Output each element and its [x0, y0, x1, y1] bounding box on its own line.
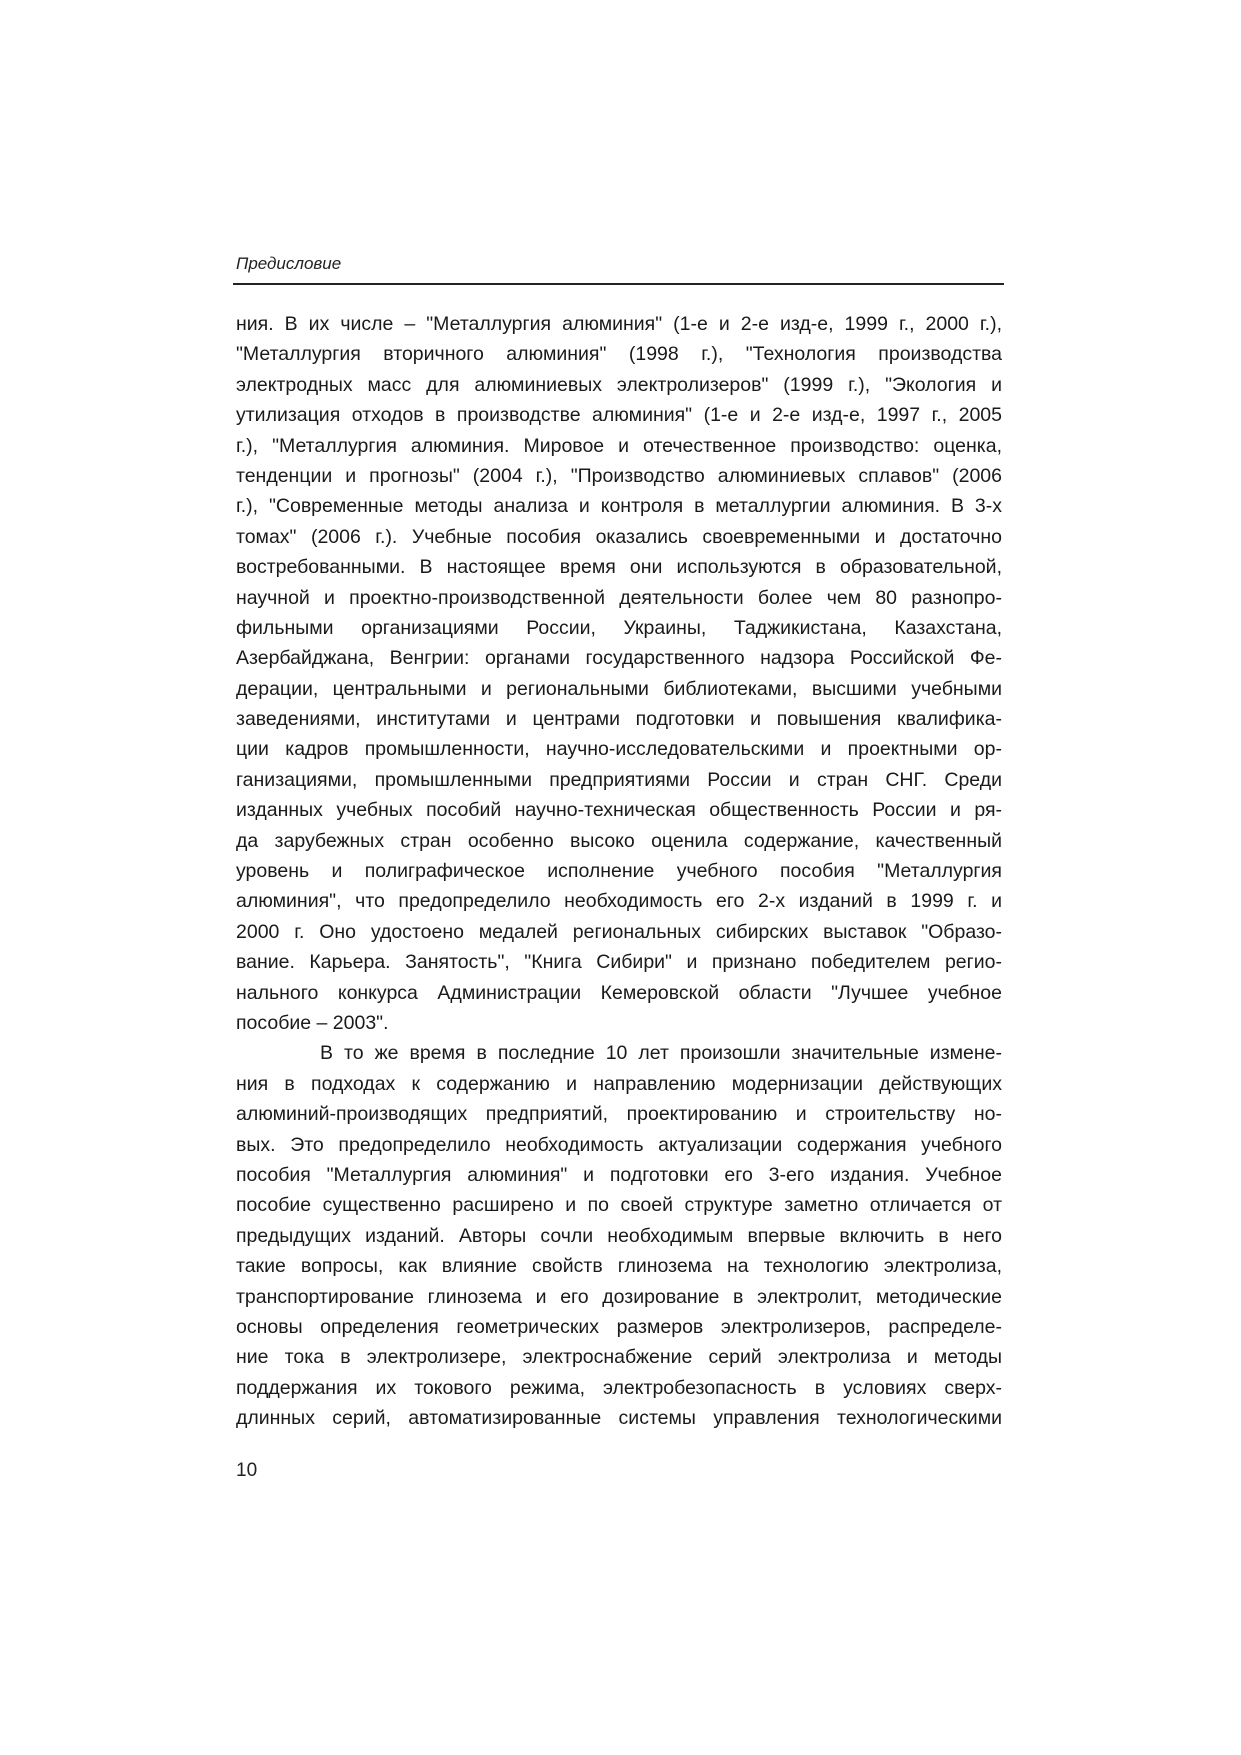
text-line: такие вопросы, как влияние свойств глинозема на технологию электролиза,	[236, 1255, 1002, 1278]
text-line: тенденции и прогнозы" (2004 г.), "Производство алюминиевых сплавов" (2006	[236, 464, 1002, 487]
header-divider	[233, 283, 1004, 285]
text-line: ганизациями, промышленными предприятиями России и стран СНГ. Среди	[236, 768, 1002, 791]
text-line: длинных серий, автоматизированные системы управления технологическими	[236, 1407, 1002, 1430]
text-line: ние тока в электролизере, электроснабжение серий электролиза и методы	[236, 1346, 1002, 1369]
text-line: транспортирование глинозема и его дозирование в электролит, методические	[236, 1285, 1002, 1308]
text-line: "Металлургия вторичного алюминия" (1998 г.), "Технология производства	[236, 343, 1002, 366]
text-line: утилизация отходов в производстве алюминия" (1-е и 2-е изд-е, 1997 г., 2005	[236, 404, 1002, 427]
text-line: 2000 г. Оно удостоено медалей региональных сибирских выставок "Образо-	[236, 920, 1002, 943]
text-line: алюминия", что предопределило необходимость его 2-х изданий в 1999 г. и	[236, 890, 1002, 913]
text-line: пособия "Металлургия алюминия" и подготовки его 3-его издания. Учебное	[236, 1163, 1002, 1186]
text-line: основы определения геометрических размеров электролизеров, распределе-	[236, 1315, 1002, 1338]
text-line: вых. Это предопределило необходимость актуализации содержания учебного	[236, 1133, 1002, 1156]
text-line: вание. Карьера. Занятость", "Книга Сибири" и признано победителем регио-	[236, 951, 1002, 974]
text-line: ции кадров промышленности, научно-исследовательскими и проектными ор-	[236, 738, 1002, 761]
paragraph-2	[236, 1038, 1002, 1433]
text-line: г.), "Современные методы анализа и контроля в металлургии алюминия. В 3-х	[236, 495, 1002, 518]
text-line: Азербайджана, Венгрии: органами государственного надзора Российской Фе-	[236, 647, 1002, 670]
text-line: пособие существенно расширено и по своей структуре заметно отличается от	[236, 1194, 1002, 1217]
text-line: электродных масс для алюминиевых электролизеров" (1999 г.), "Экология и	[236, 373, 1002, 396]
text-line: В то же время в последние 10 лет произошли значительные измене-	[320, 1042, 1002, 1065]
text-line: востребованными. В настоящее время они используются в образовательной,	[236, 556, 1002, 579]
text-line: ния. В их числе – "Металлургия алюминия" (1-е и 2-е изд-е, 1999 г., 2000 г.),	[236, 313, 1002, 335]
text-line: г.), "Металлургия алюминия. Мировое и отечественное производство: оценка,	[236, 434, 1002, 457]
text-line: научной и проектно-производственной деятельности более чем 80 разнопро-	[236, 586, 1002, 609]
page-number: 10	[236, 1460, 258, 1481]
text-line: предыдущих изданий. Авторы сочли необходимым впервые включить в него	[236, 1224, 1002, 1247]
text-line: поддержания их токового режима, электробезопасность в условиях сверх-	[236, 1376, 1002, 1399]
text-line: дерации, центральными и региональными библиотеками, высшими учебными	[236, 677, 1002, 700]
text-line: заведениями, институтами и центрами подготовки и повышения квалифика-	[236, 708, 1002, 731]
text-line: изданных учебных пособий научно-техническая общественность России и ря-	[236, 799, 1002, 822]
text-line: нального конкурса Администрации Кемеровской области "Лучшее учебное	[236, 981, 1002, 1004]
text-line: уровень и полиграфическое исполнение учебного пособия "Металлургия	[236, 860, 1002, 883]
body-text	[236, 309, 1002, 1433]
text-line: пособие – 2003".	[236, 1011, 389, 1034]
text-line: да зарубежных стран особенно высоко оценила содержание, качественный	[236, 829, 1002, 852]
text-line: фильными организациями России, Украины, Таджикистана, Казахстана,	[236, 616, 1002, 639]
text-line: ния в подходах к содержанию и направлению модернизации действующих	[236, 1072, 1002, 1095]
paragraph-1	[236, 309, 1002, 1038]
text-line: алюминий-производящих предприятий, проектированию и строительству но-	[236, 1103, 1002, 1126]
text-line: томах" (2006 г.). Учебные пособия оказались своевременными и достаточно	[236, 525, 1002, 548]
running-header: Предисловие	[236, 254, 342, 273]
